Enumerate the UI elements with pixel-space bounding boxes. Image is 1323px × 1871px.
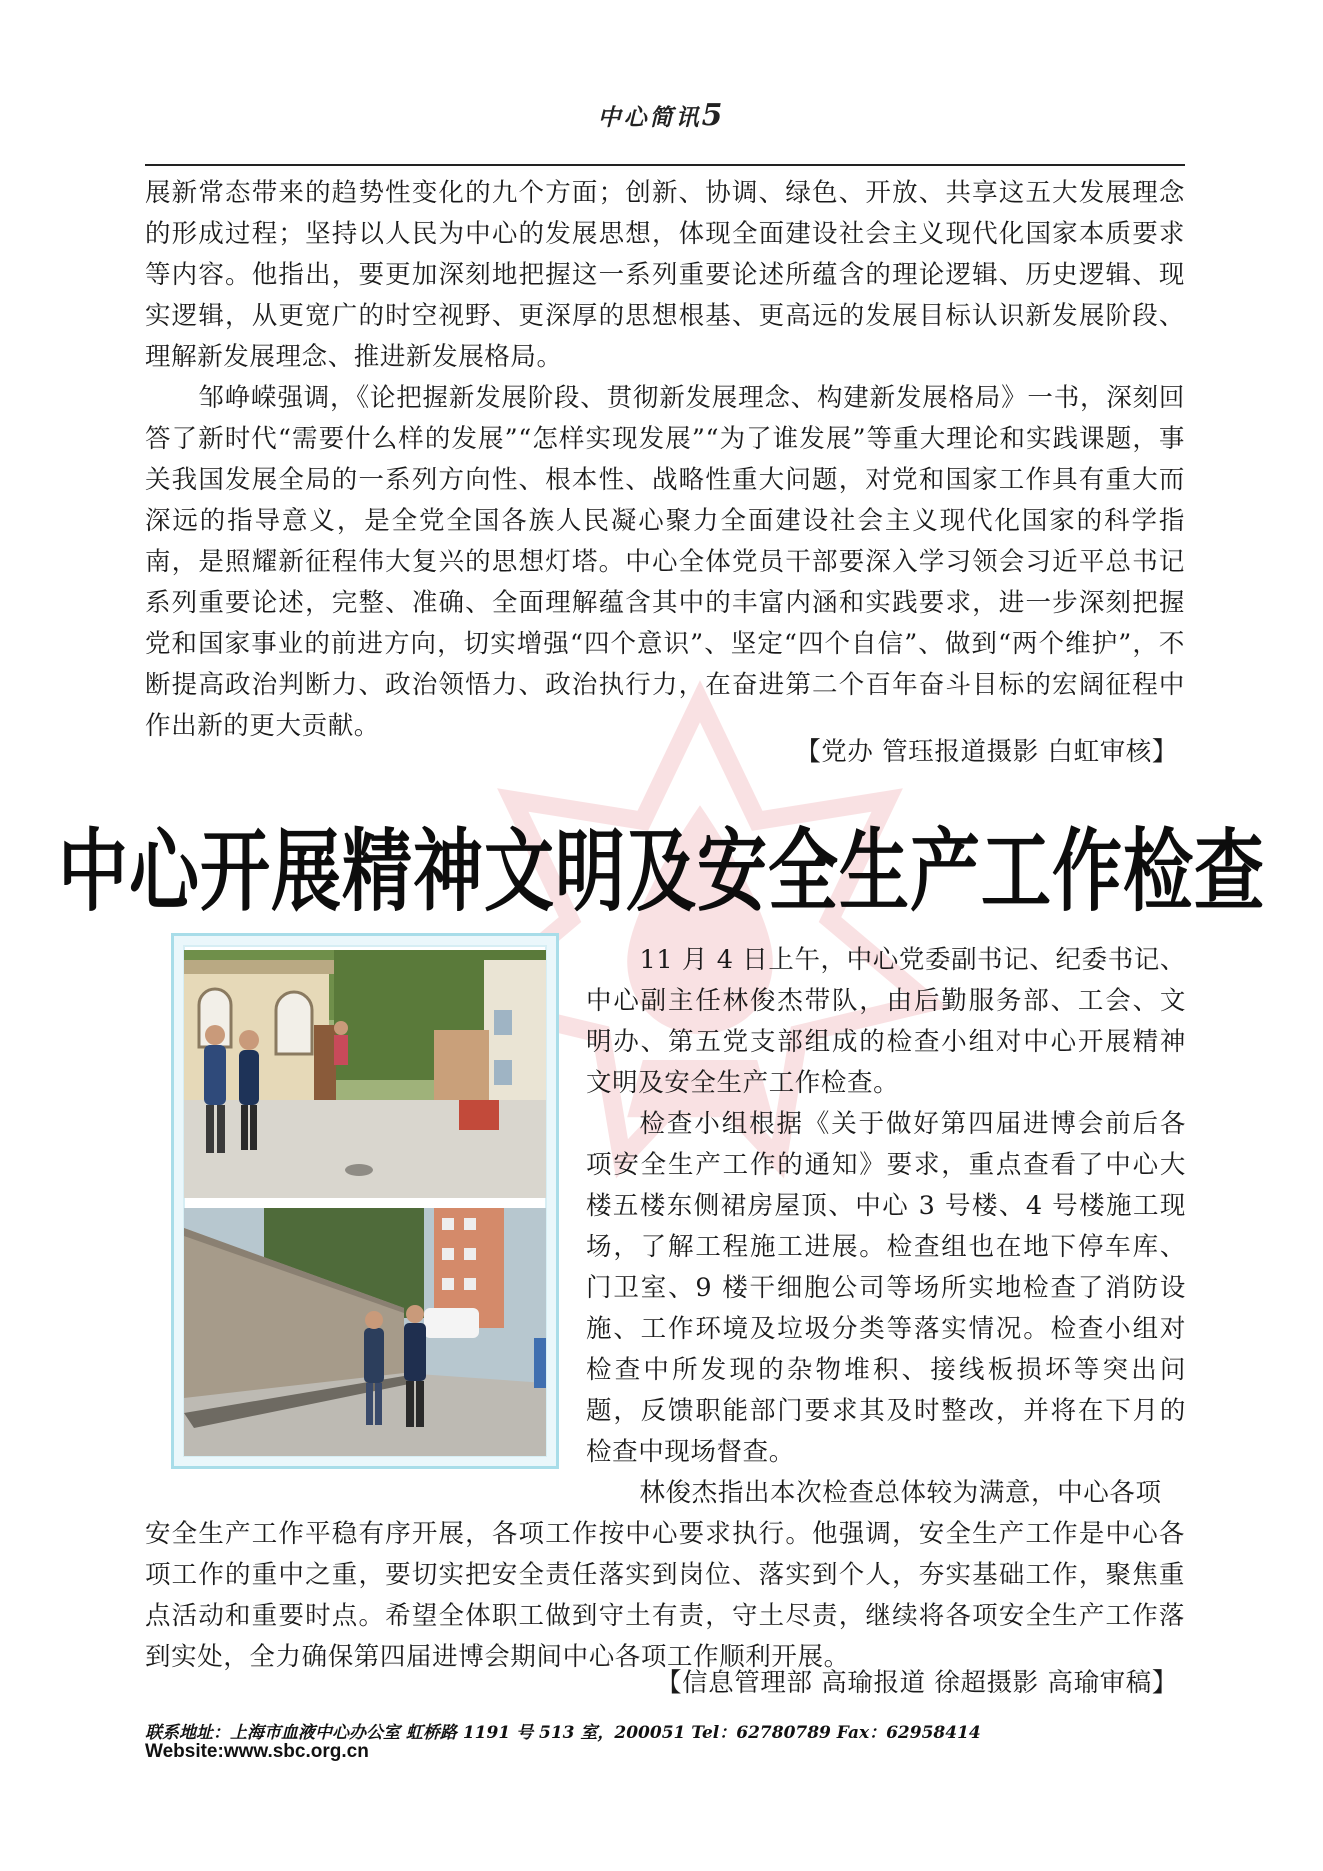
- inspection-photo-wall: [184, 1208, 546, 1456]
- article1-paragraph-2: 邹峥嵘强调，《论把握新发展阶段、贯彻新发展理念、构建新发展格局》一书，深刻回答了新时代“需要什么样的发展”“怎样实现发展”“为了谁发展”等重大理论和实践课题，事关我国发展全局的一系列方向性、根本性、战略性重大问题，对党和国家工作具有重大而深远的指导意义，是全党全国各族人民凝心聚力全面建设社会主义现代化国家的科学指南，是照耀新征程伟大复兴的思想灯塔。中心全体党员干部要深入学习领会习近平总书记系列重要论述，完整、准确、全面理解蕴含其中的丰富内涵和实践要求，进一步深刻把握党和国家事业的前进方向，切实增强“四个意识”、坚定“四个自信”、做到“两个维护”，不断提高政治判断力、政治领悟力、政治执行力，在奋进第二个百年奋斗目标的宏阔征程中作出新的更大贡献。: [145, 383, 1185, 741]
- article1-paragraph-1: 展新常态带来的趋势性变化的九个方面；创新、协调、绿色、开放、共享这五大发展理念的形成过程；坚持以人民为中心的发展思想，体现全面建设社会主义现代化国家本质要求等内容。他指出，要更加深刻地把握这一系列重要论述所蕴含的理论逻辑、历史逻辑、现实逻辑，从更宽广的时空视野、更深厚的思想根基、更高远的发展目标认识新发展阶段、理解新发展理念、推进新发展格局。: [145, 178, 1185, 372]
- newsletter-header: [0, 98, 1323, 133]
- header-divider: [145, 164, 1185, 166]
- article2-headline: 中心开展精神文明及安全生产工作检查: [58, 819, 1265, 925]
- newsletter-title: 中心简讯: [597, 104, 702, 131]
- article2-paragraph-1: 11 月 4 日上午，中心党委副书记、纪委书记、中心副主任林俊杰带队，由后勤服务部、工会、文明办、第五党支部组成的检查小组对中心开展精神文明及安全生产工作检查。: [586, 945, 1186, 1098]
- article2-paragraph-3: 安全生产工作平稳有序开展，各项工作按中心要求执行。他强调，安全生产工作是中心各项工作的重中之重，要切实把安全责任落实到岗位、落实到个人，夯实基础工作，聚焦重点活动和重要时点。希望全体职工做到守土有责，守土尽责，继续将各项安全生产工作落到实处，全力确保第四届进博会期间中心各项工作顺利开展。: [145, 1519, 1185, 1672]
- article2-paragraph-2: 检查小组根据《关于做好第四届进博会前后各项安全生产工作的通知》要求，重点查看了中心大楼五楼东侧裙房屋顶、中心 3 号楼、4 号楼施工现场，了解工程施工进展。检查组也在地下停车库、门卫室、9 楼干细胞公司等场所实地检查了消防设施、工作环境及垃圾分类等落实情况。检查小组对检查中所发现的杂物堆积、接线板损坏等突出问题，反馈职能部门要求其及时整改，并将在下月的检查中现场督查。: [586, 1109, 1186, 1467]
- article2-paragraph-3-first-line: 林俊杰指出本次检查总体较为满意，中心各项: [639, 1478, 1162, 1508]
- footer-website: Website:www.sbc.org.cn: [145, 1741, 369, 1762]
- article2-credit: 【信息管理部 高瑜报道 徐超摄影 高瑜审稿】: [655, 1668, 1178, 1698]
- article1-credit: 【党办 管珏报道摄影 白虹审核】: [795, 737, 1178, 767]
- photo-frame: [171, 933, 559, 1469]
- footer-contact: 联系地址：上海市血液中心办公室 虹桥路 1191 号 513 室，200051 Tel：62780789 Fax：62958414: [145, 1723, 981, 1743]
- page-number: 5: [701, 98, 726, 133]
- inspection-photo-courtyard: [184, 950, 546, 1198]
